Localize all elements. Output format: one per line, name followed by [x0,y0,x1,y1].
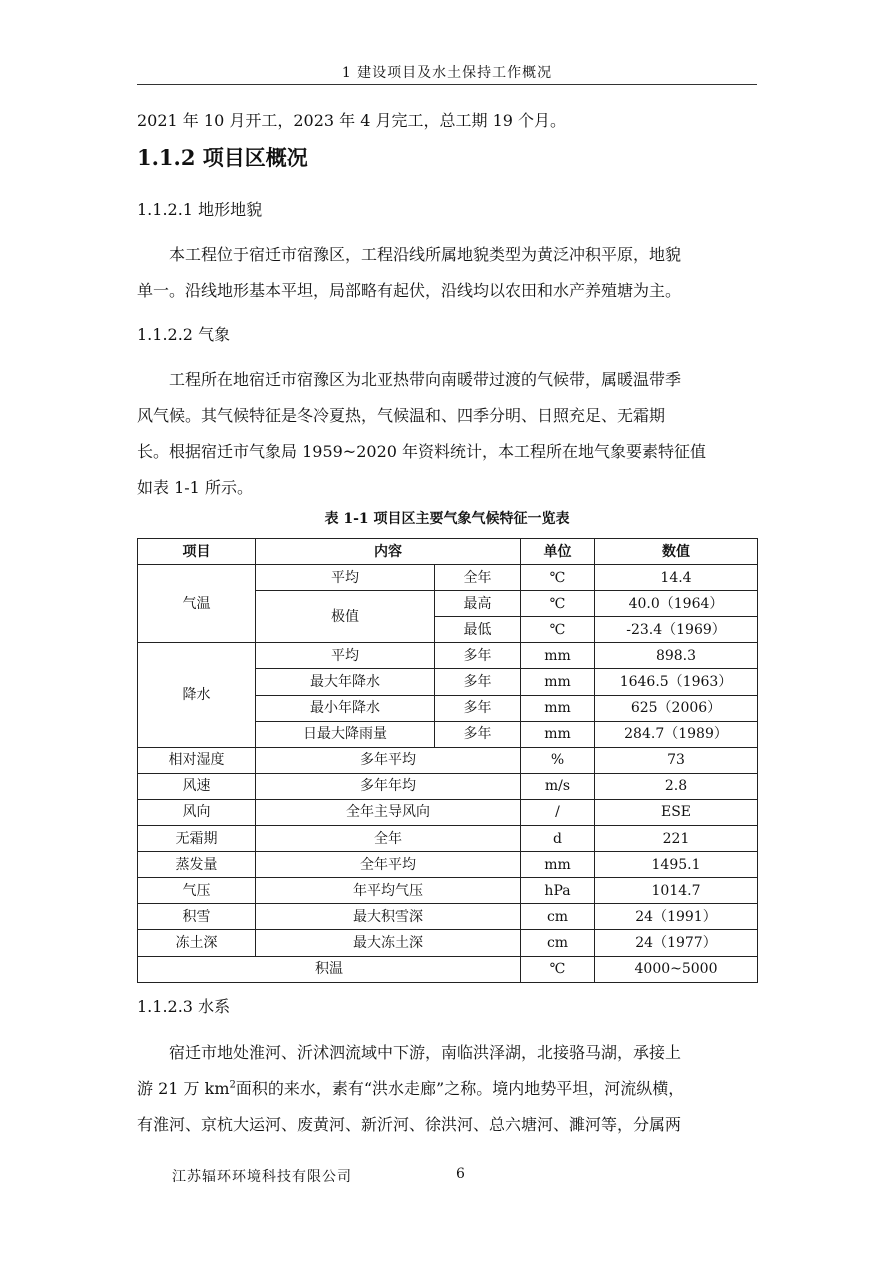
cell-subcontent: 多年 [435,669,521,695]
cell-value: -23.4（1969） [595,617,758,643]
table-row [138,852,758,878]
table-row [138,826,758,852]
footer-company: 江苏辐环环境科技有限公司 [172,1169,352,1185]
cell-content: 全年平均 [256,852,521,878]
cell-item: 蒸发量 [138,852,256,878]
precip-label: 降水 [138,643,256,747]
cell-unit: ℃ [521,617,595,643]
cell-value: 24（1977） [595,930,758,956]
water-line: 有淮河、京杭大运河、废黄河、新沂河、徐洪河、总六塘河、濉河等，分属两 [137,1115,682,1134]
cell-content: 全年主导风向 [256,799,521,825]
water-text: 面积的来水，素有“洪水走廊”之称。境内地势平坦，河流纵横， [235,1079,685,1098]
cell-item: 气压 [138,878,256,904]
water-line [137,1071,757,1107]
header-value: 数值 [595,539,758,565]
cell-value: 73 [595,747,758,773]
header-content: 内容 [256,539,521,565]
intro-line: 2021 年 10 月开工，2023 年 4 月完工，总工期 19 个月。 [137,111,567,130]
cell-value: 40.0（1964） [595,591,758,617]
temp-label: 气温 [138,565,256,643]
cell-content: 全年 [256,826,521,852]
cell-unit: mm [521,643,595,669]
cell-value: 625（2006） [595,695,758,721]
climate-line: 工程所在地宿迁市宿豫区为北亚热带向南暖带过渡的气候带，属暖温带季 [169,370,682,389]
cell-item: 积温 [138,956,521,982]
cell-value: 4000~5000 [595,956,758,982]
cell-value: 221 [595,826,758,852]
water-text: 游 21 万 km [137,1079,230,1098]
cell-unit: mm [521,695,595,721]
cell-subcontent: 最低 [435,617,521,643]
cell-subcontent: 多年 [435,695,521,721]
cell-content: 平均 [256,565,435,591]
climate-line: 如表 1-1 所示。 [137,478,253,497]
cell-content: 日最大降雨量 [256,721,435,747]
cell-unit: cm [521,904,595,930]
cell-item: 无霜期 [138,826,256,852]
terrain-paragraph [137,237,757,309]
cell-unit: ℃ [521,591,595,617]
cell-content: 多年年均 [256,773,521,799]
cell-value: ESE [595,799,758,825]
cell-unit: mm [521,669,595,695]
cell-content: 年平均气压 [256,878,521,904]
climate-paragraph [137,362,757,506]
cell-content: 最大积雪深 [256,904,521,930]
cell-value: 284.7（1989） [595,721,758,747]
cell-content: 极值 [256,591,435,643]
terrain-title: 1.1.2.1 地形地貌 [137,200,263,219]
cell-item: 冻土深 [138,930,256,956]
table-row [138,904,758,930]
page-header: 1 建设项目及水土保持工作概况 [341,65,553,81]
cell-value: 1646.5（1963） [595,669,758,695]
cell-subcontent: 多年 [435,721,521,747]
cell-unit: ℃ [521,956,595,982]
header-unit: 单位 [521,539,595,565]
table-header-row [138,539,758,565]
cell-item: 相对湿度 [138,747,256,773]
cell-unit: hPa [521,878,595,904]
table-row [138,773,758,799]
cell-item: 积雪 [138,904,256,930]
cell-subcontent: 多年 [435,643,521,669]
terrain-line: 单一。沿线地形基本平坦，局部略有起伏，沿线均以农田和水产养殖塘为主。 [137,281,682,300]
cell-content: 平均 [256,643,435,669]
table-row [138,747,758,773]
cell-item: 风速 [138,773,256,799]
climate-title: 1.1.2.2 气象 [137,325,231,344]
cell-subcontent: 最高 [435,591,521,617]
climate-line: 风气候。其气候特征是冬冷夏热，气候温和、四季分明、日照充足、无霜期 [137,406,666,425]
cell-value: 1014.7 [595,878,758,904]
table-row [138,799,758,825]
superscript: 2 [229,1079,236,1091]
table-row [138,643,758,669]
table-row [138,878,758,904]
cell-content: 最小年降水 [256,695,435,721]
cell-value: 24（1991） [595,904,758,930]
cell-subcontent: 全年 [435,565,521,591]
header-rule [137,84,757,85]
cell-unit: mm [521,721,595,747]
header-item: 项目 [138,539,256,565]
cell-value: 2.8 [595,773,758,799]
cell-content: 最大年降水 [256,669,435,695]
water-line: 宿迁市地处淮河、沂沭泗流域中下游，南临洪泽湖，北接骆马湖，承接上 [169,1043,682,1062]
water-title: 1.1.2.3 水系 [137,997,231,1016]
cell-value: 14.4 [595,565,758,591]
cell-value: 898.3 [595,643,758,669]
cell-unit: m/s [521,773,595,799]
water-paragraph [137,1035,757,1143]
page-number: 6 [456,1166,465,1182]
cell-unit: d [521,826,595,852]
cell-content: 多年平均 [256,747,521,773]
cell-unit: cm [521,930,595,956]
climate-table [137,538,758,983]
table-row [138,565,758,591]
cell-value: 1495.1 [595,852,758,878]
climate-line: 长。根据宿迁市气象局 1959~2020 年资料统计，本工程所在地气象要素特征值 [137,442,707,461]
cell-unit: ℃ [521,565,595,591]
cell-item: 风向 [138,799,256,825]
cell-unit: mm [521,852,595,878]
section-title: 1.1.2 项目区概况 [137,145,308,170]
table-row [138,930,758,956]
table-caption: 表 1-1 项目区主要气象气候特征一览表 [324,511,570,527]
cell-unit: / [521,799,595,825]
cell-unit: % [521,747,595,773]
intro-paragraph [137,103,757,139]
terrain-line: 本工程位于宿迁市宿豫区，工程沿线所属地貌类型为黄泛冲积平原，地貌 [169,245,682,264]
cell-content: 最大冻土深 [256,930,521,956]
table-row [138,956,758,982]
